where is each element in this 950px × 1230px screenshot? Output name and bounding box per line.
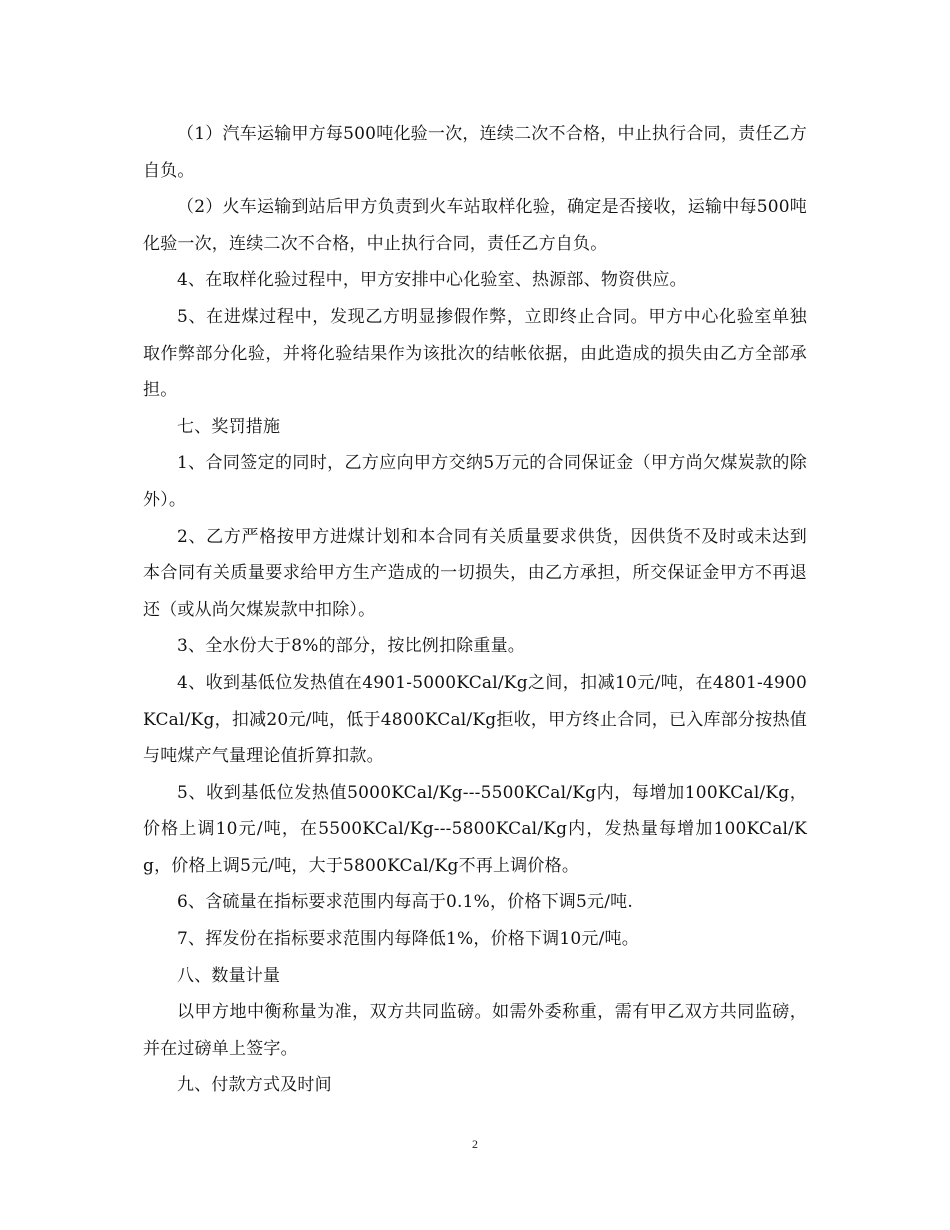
document-body [143, 116, 807, 1104]
paragraph: 1、合同签定的同时，乙方应向甲方交纳5万元的合同保证金（甲方尚欠煤炭款的除外）。 [143, 453, 807, 510]
section-heading: 八、数量计量 [177, 965, 281, 986]
paragraph: 以甲方地中衡称量为准，双方共同监磅。如需外委称重，需有甲乙双方共同监磅，并在过磅单上签字。 [143, 1002, 807, 1059]
paragraph: 5、收到基低位发热值5000KCal/Kg---5500KCal/Kg内，每增加100KCal/Kg，价格上调10元/吨，在5500KCal/Kg---5800KCal/Kg内，发热量每增加100KCal/Kg，价格上调5元/吨，大于5800KCal/Kg不再上调价格。 [143, 782, 807, 876]
paragraph: （2）火车运输到站后甲方负责到火车站取样化验，确定是否接收，运输中每500吨化验一次，连续二次不合格，中止执行合同，责任乙方自负。 [143, 197, 807, 254]
section-heading: 七、奖罚措施 [177, 416, 281, 437]
page-number: 2 [472, 1137, 478, 1151]
paragraph: 2、乙方严格按甲方进煤计划和本合同有关质量要求供货，因供货不及时或未达到本合同有关质量要求给甲方生产造成的一切损失，由乙方承担，所交保证金甲方不再退还（或从尚欠煤炭款中扣除）。 [143, 526, 807, 620]
paragraph: （1）汽车运输甲方每500吨化验一次，连续二次不合格，中止执行合同，责任乙方自负。 [143, 124, 807, 181]
section-heading: 九、付款方式及时间 [177, 1075, 332, 1096]
paragraph: 6、含硫量在指标要求范围内每高于0.1%，价格下调5元/吨. [177, 892, 633, 913]
paragraph: 4、收到基低位发热值在4901-5000KCal/Kg之间，扣减10元/吨，在4801-4900KCal/Kg，扣减20元/吨，低于4800KCal/Kg拒收，甲方终止合同，已入库部分按热值与吨煤产气量理论值折算扣款。 [143, 672, 807, 767]
paragraph: 7、挥发份在指标要求范围内每降低1%，价格下调10元/吨。 [177, 929, 639, 950]
paragraph: 3、全水份大于8%的部分，按比例扣除重量。 [177, 636, 525, 657]
paragraph: 4、在取样化验过程中，甲方安排中心化验室、热源部、物资供应。 [177, 270, 687, 291]
paragraph: 5、在进煤过程中，发现乙方明显掺假作弊，立即终止合同。甲方中心化验室单独取作弊部分化验，并将化验结果作为该批次的结帐依据，由此造成的损失由乙方全部承担。 [143, 306, 807, 401]
